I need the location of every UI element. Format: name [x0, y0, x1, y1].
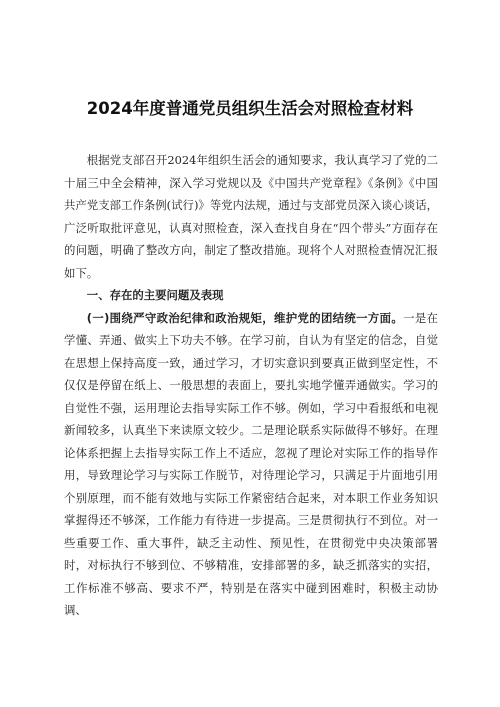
document-body [64, 149, 438, 622]
document-title: 2024年度普通党员组织生活会对照检查材料 [86, 99, 414, 118]
subsection-paragraph [64, 307, 438, 622]
intro-paragraph: 根据党支部召开2024年组织生活会的通知要求，我认真学习了党的二十届三中全会精神，深入学习党规以及《中国共产党章程》《条例》《中国共产党支部工作条例(试行)》等党内法规，通过与支部党员深入谈心谈话，广泛听取批评意见，认真对照检查，深入查找自身在“四个带头”方面存在的问题，明确了整改方向，制定了整改措施。现将个人对照检查情况汇报如下。 [64, 153, 438, 280]
section-heading: 一、存在的主要问题及表现 [86, 288, 224, 302]
subsection-body: 一是在学懂、弄通、做实上下功夫不够。在学习前，自认为有坚定的信念，自觉在思想上保持高度一致，通过学习，才切实意识到要真正做到坚定性，不仅仅是停留在纸上、一般思想的表面上，要扎实地学懂弄通做实。学习的自觉性不强，运用理论去指导实际工作不够。例如，学习中看报纸和电视新闻较多，认真坐下来读原文较少。二是理论联系实际做得不够好。在理论体系把握上去指导实际工作上不适应，忽视了理论对实际工作的指导作用，导致理论学习与实际工作脱节，对待理论学习，只满足于片面地引用个别原理，而不能有效地与实际工作紧密结合起来，对本职工作业务知识掌握得还不够深，工作能力有待进一步提高。三是贯彻执行不到位。对一些重要工作、重大事件，缺乏主动性、预见性，在贯彻党中央决策部署时，对标执行不够到位、不够精准，安排部署的多，缺乏抓落实的实招，工作标准不够高、要求不严，特别是在落实中碰到困难时，积极主动协调、 [64, 310, 438, 617]
subsection-heading: (一)围绕严守政治纪律和政治规矩，维护党的团结统一方面。 [86, 310, 404, 325]
